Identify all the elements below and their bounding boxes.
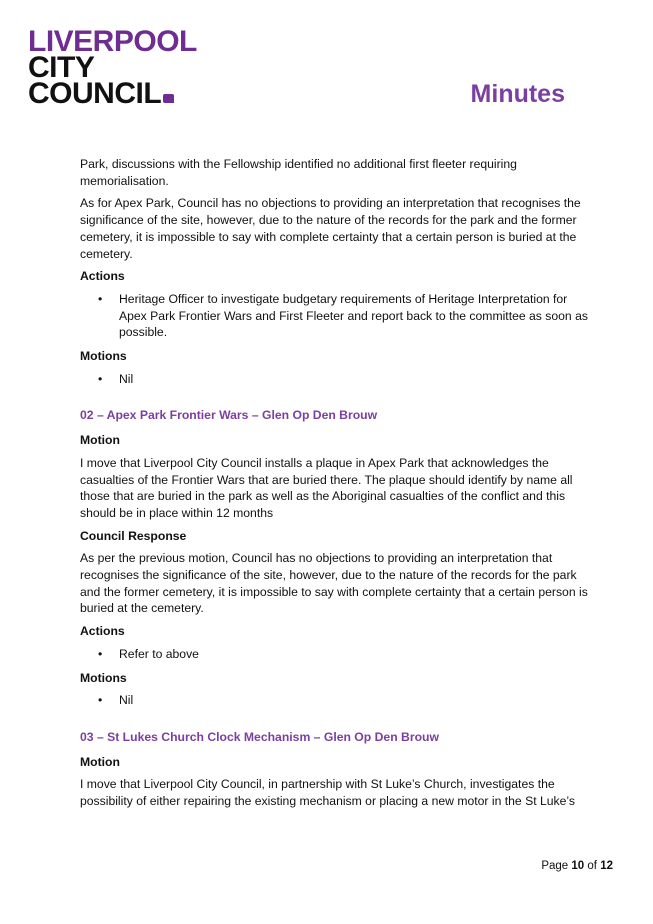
logo-line-3 (28, 77, 197, 110)
motions-heading: Motions (80, 349, 127, 364)
logo-line-1: LIVERPOOL (28, 25, 197, 58)
list-item: • Nil (80, 371, 592, 388)
page-total: 12 (600, 860, 613, 872)
motion-text: I move that Liverpool City Council installs a plaque in Apex Park that acknowledges the casualties of the Frontier Wars that are buried there. The plaque should identify by name all those that are buried in the park as well as the Aboriginal casualties of the conflict and this should be in place within 12 months (80, 455, 573, 520)
council-response-text: As per the previous motion, Council has no objections to providing an interpretation that recognises the significance of the site, however, due to the nature of the records for the park and the former cemetery, it is impossible to say with complete certainty that a certain person is buried at the cemetery. (80, 551, 588, 616)
logo-line-3-text: COUNCIL (28, 77, 162, 110)
page-prefix: Page (541, 860, 569, 872)
paragraph: Park, discussions with the Fellowship identified no additional first fleeter requiring memorialisation. (80, 157, 517, 188)
item-heading-02: 02 – Apex Park Frontier Wars – Glen Op Den Brouw (80, 408, 378, 423)
motions-heading: Motions (80, 670, 127, 685)
actions-heading: Actions (80, 624, 125, 639)
logo-line-2: CITY (28, 51, 95, 84)
actions-list (80, 291, 592, 341)
council-response-heading: Council Response (80, 528, 187, 543)
actions-heading: Actions (80, 269, 125, 284)
motions-list (80, 371, 592, 388)
actions-list (80, 646, 592, 663)
motion-heading: Motion (80, 433, 120, 448)
list-item: • Nil (80, 692, 592, 709)
list-item: • Refer to above (80, 646, 592, 663)
page-current: 10 (571, 860, 585, 872)
motion-heading: Motion (80, 754, 120, 769)
document-body (80, 156, 592, 816)
page-of: of (587, 860, 597, 872)
motions-list (80, 692, 592, 709)
motion-text: I move that Liverpool City Council, in partnership with St Luke’s Church, investigates the possibility of either repairing the existing mechanism or placing a new motor in the St Luke’s (80, 777, 575, 809)
paragraph: As for Apex Park, Council has no objections to providing an interpretation that recognises the significance of the site, however, due to the nature of the records for the park and the former cemetery, it is impossible to say with complete certainty that a certain person is buried at the cemetery. (80, 196, 581, 261)
item-heading-03: 03 – St Lukes Church Clock Mechanism – Glen Op Den Brouw (80, 729, 439, 744)
page-number (541, 860, 613, 872)
logo-mark-icon (163, 94, 174, 103)
document-title: Minutes (470, 80, 565, 108)
council-logo (28, 25, 197, 110)
list-item: • Heritage Officer to investigate budgetary requirements of Heritage Interpretation for Apex Park Frontier Wars and First Fleeter and report back to the committee as soon as possible. (80, 291, 592, 341)
